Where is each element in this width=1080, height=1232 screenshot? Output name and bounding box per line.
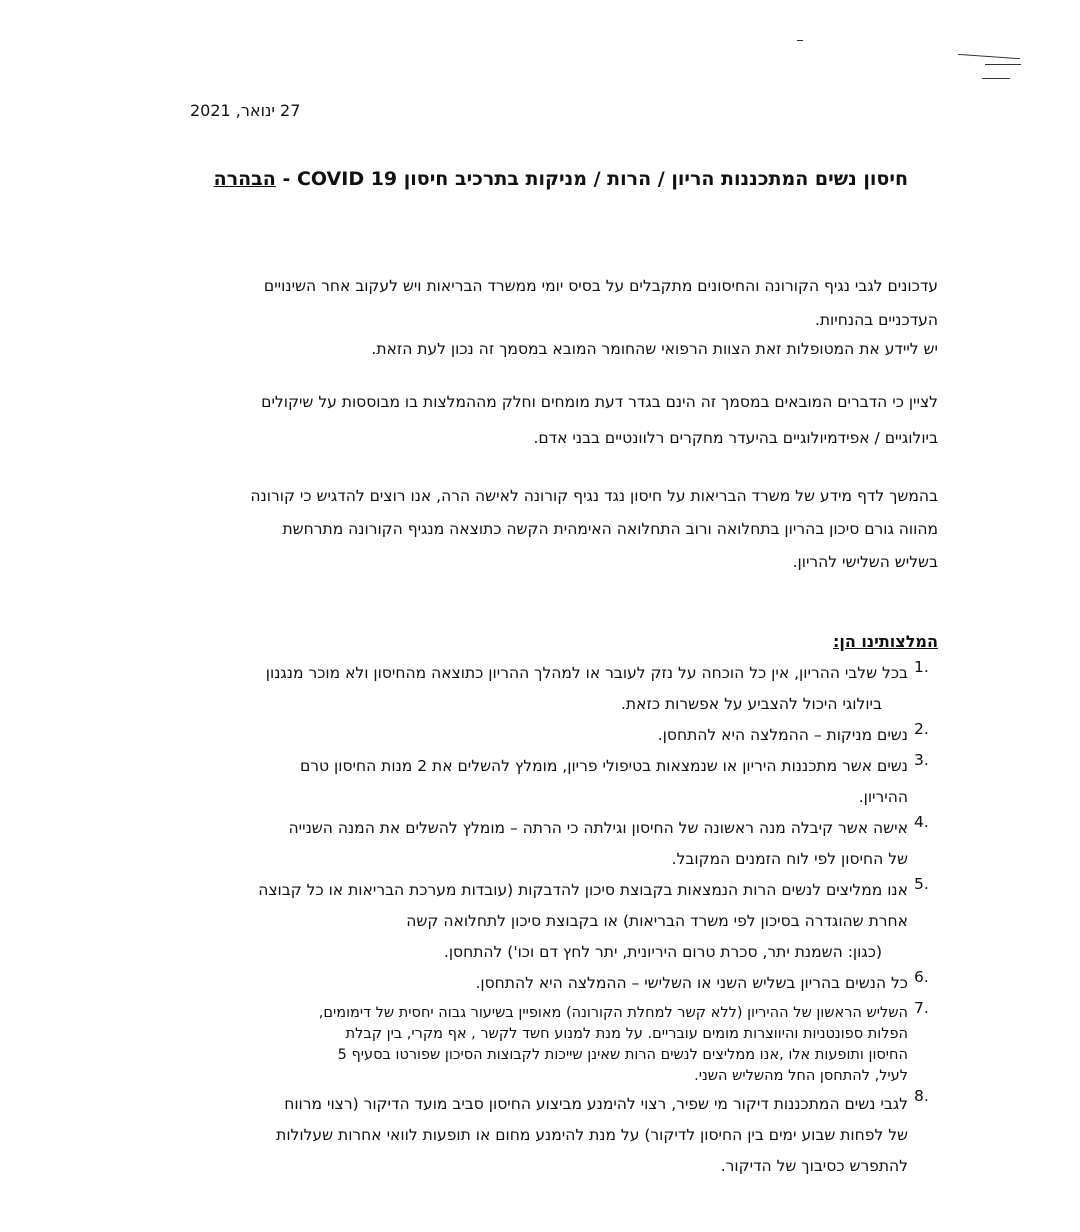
item-line: אנו ממליצים לנשים הרות הנמצאות בקבוצת סיכון להדבקות (עובדות מערכת הבריאות או כל קבוצה: [258, 881, 908, 899]
paragraph-line: עדכונים לגבי נגיף הקורונה והחיסונים מתקבלים על בסיס יומי ממשרד הבריאות ויש לעקוב אחר השינויים: [263, 277, 938, 295]
paragraph-line: בשליש השלישי להריון.: [792, 553, 938, 571]
document-title: [214, 168, 908, 190]
item-line: של החיסון לפי לוח הזמנים המקובל.: [671, 850, 908, 868]
item-line: של לפחות שבוע ימים בין החיסון לדיקור) על מנת להימנע מחום או תופעות לוואי אחרות שעלולות: [276, 1126, 908, 1144]
paragraph-expert-opinion: [261, 384, 938, 456]
paragraph-updates: [264, 268, 938, 362]
list-item: [178, 751, 929, 813]
item-line: ביולוגי היכול להצביע על אפשרות כזאת.: [621, 695, 882, 713]
recommendations-list: [178, 658, 929, 1182]
item-line: נשים אשר מתכננות היריון או שנמצאות בטיפולי פריון, מומלץ להשלים את 2 מנות החיסון טרם: [300, 757, 908, 775]
paragraph-line: יש ליידע את המטופלות זאת הצוות הרפואי שהחומר המובא במסמך זה נכון לעת הזאת.: [371, 340, 938, 358]
item-number: 3.: [914, 751, 929, 769]
list-item: [178, 1087, 929, 1182]
item-number: 6.: [914, 968, 929, 986]
list-item: [178, 968, 929, 999]
item-number: 2.: [914, 720, 929, 738]
scan-mark: [958, 54, 1020, 59]
list-item: [178, 813, 929, 875]
paragraph-line: מהווה גורם סיכון בהריון בתחלואה ורוב התחלואה האימהית הקשה כתוצאה מנגיף הקורונה מתרחשת: [282, 520, 938, 538]
item-line: אחרת שהוגדרה בסיכון לפי משרד הבריאות) או בקבוצת סיכון לתחלואה קשה: [406, 912, 908, 930]
paragraph-line: בהמשך לדף מידע של משרד הבריאות על חיסון נגד נגיף קורונה לאישה הרה, אנו רוצים להדגיש כי קורונה: [250, 487, 938, 505]
list-item: [178, 875, 929, 968]
scan-mark: [985, 64, 1021, 65]
document-date: 27 ינואר, 2021: [190, 101, 301, 120]
item-number: 1.: [914, 658, 929, 676]
item-line: לגבי נשים המתכננות דיקור מי שפיר, רצוי להימנע מביצוע החיסון סביב מועד הדיקור (רצוי מרווח: [284, 1095, 908, 1113]
title-underlined: הבהרה: [213, 168, 276, 190]
item-line: (כגון: השמנת יתר, סכרת טרום היריונית, יתר לחץ דם וכו') להתחסן.: [443, 943, 882, 961]
recommendations-heading: המלצותינו הן:: [832, 632, 938, 651]
paragraph-line: העדכניים בהנחיות.: [814, 311, 938, 329]
item-line: ההיריון.: [858, 788, 908, 806]
item-number: 7.: [914, 999, 929, 1017]
item-line: השליש הראשון של ההיריון (ללא קשר למחלת הקורונה) מאופיין בשיעור גבוה יחסית של דימומים,: [318, 1005, 908, 1021]
scan-mark: [982, 78, 1010, 79]
item-line: הפלות ספונטניות והיווצרות מומים עובריים. על מנת למנוע חשד לקשר , אף מקרי, בין קבלת: [345, 1026, 908, 1042]
list-item: [178, 720, 929, 751]
paragraph-pregnancy-risk: [250, 478, 938, 580]
list-item: [178, 658, 929, 720]
item-line: החיסון ותופעות אלו ,אנו ממליצים לנשים הרות שאינן שייכות לקבוצות הסיכון שפורטו בסעיף 5: [337, 1047, 908, 1063]
item-line: נשים מניקות – ההמלצה היא להתחסן.: [657, 726, 908, 744]
item-number: 8.: [914, 1087, 929, 1105]
title-text: חיסון נשים המתכננות הריון / הרות / מניקות בתרכיב חיסון COVID 19 -: [275, 168, 908, 190]
list-item: [178, 999, 929, 1087]
item-line: להתפרש כסיבוך של הדיקור.: [720, 1157, 908, 1175]
item-line: אישה אשר קיבלה מנה ראשונה של החיסון וגילתה כי הרתה – מומלץ להשלים את המנה השנייה: [288, 819, 908, 837]
paragraph-line: לציין כי הדברים המובאים במסמך זה הינם בגדר דעת מומחים וחלק מההמלצות בו מבוססות על שיקולים: [261, 393, 938, 411]
paragraph-line: ביולוגיים / אפידמיולוגיים בהיעדר מחקרים רלוונטיים בבני אדם.: [533, 429, 938, 447]
item-line: בכל שלבי ההריון, אין כל הוכחה על נזק לעובר או למהלך ההריון כתוצאה מהחיסון ולא מוכר מנגנון: [265, 664, 908, 682]
item-line: כל הנשים בהריון בשליש השני או השלישי – ההמלצה היא להתחסן.: [475, 974, 908, 992]
scan-mark: [797, 40, 803, 41]
item-number: 5.: [914, 875, 929, 893]
item-number: 4.: [914, 813, 929, 831]
item-line: לעיל, להתחסן החל מהשליש השני.: [694, 1068, 908, 1084]
